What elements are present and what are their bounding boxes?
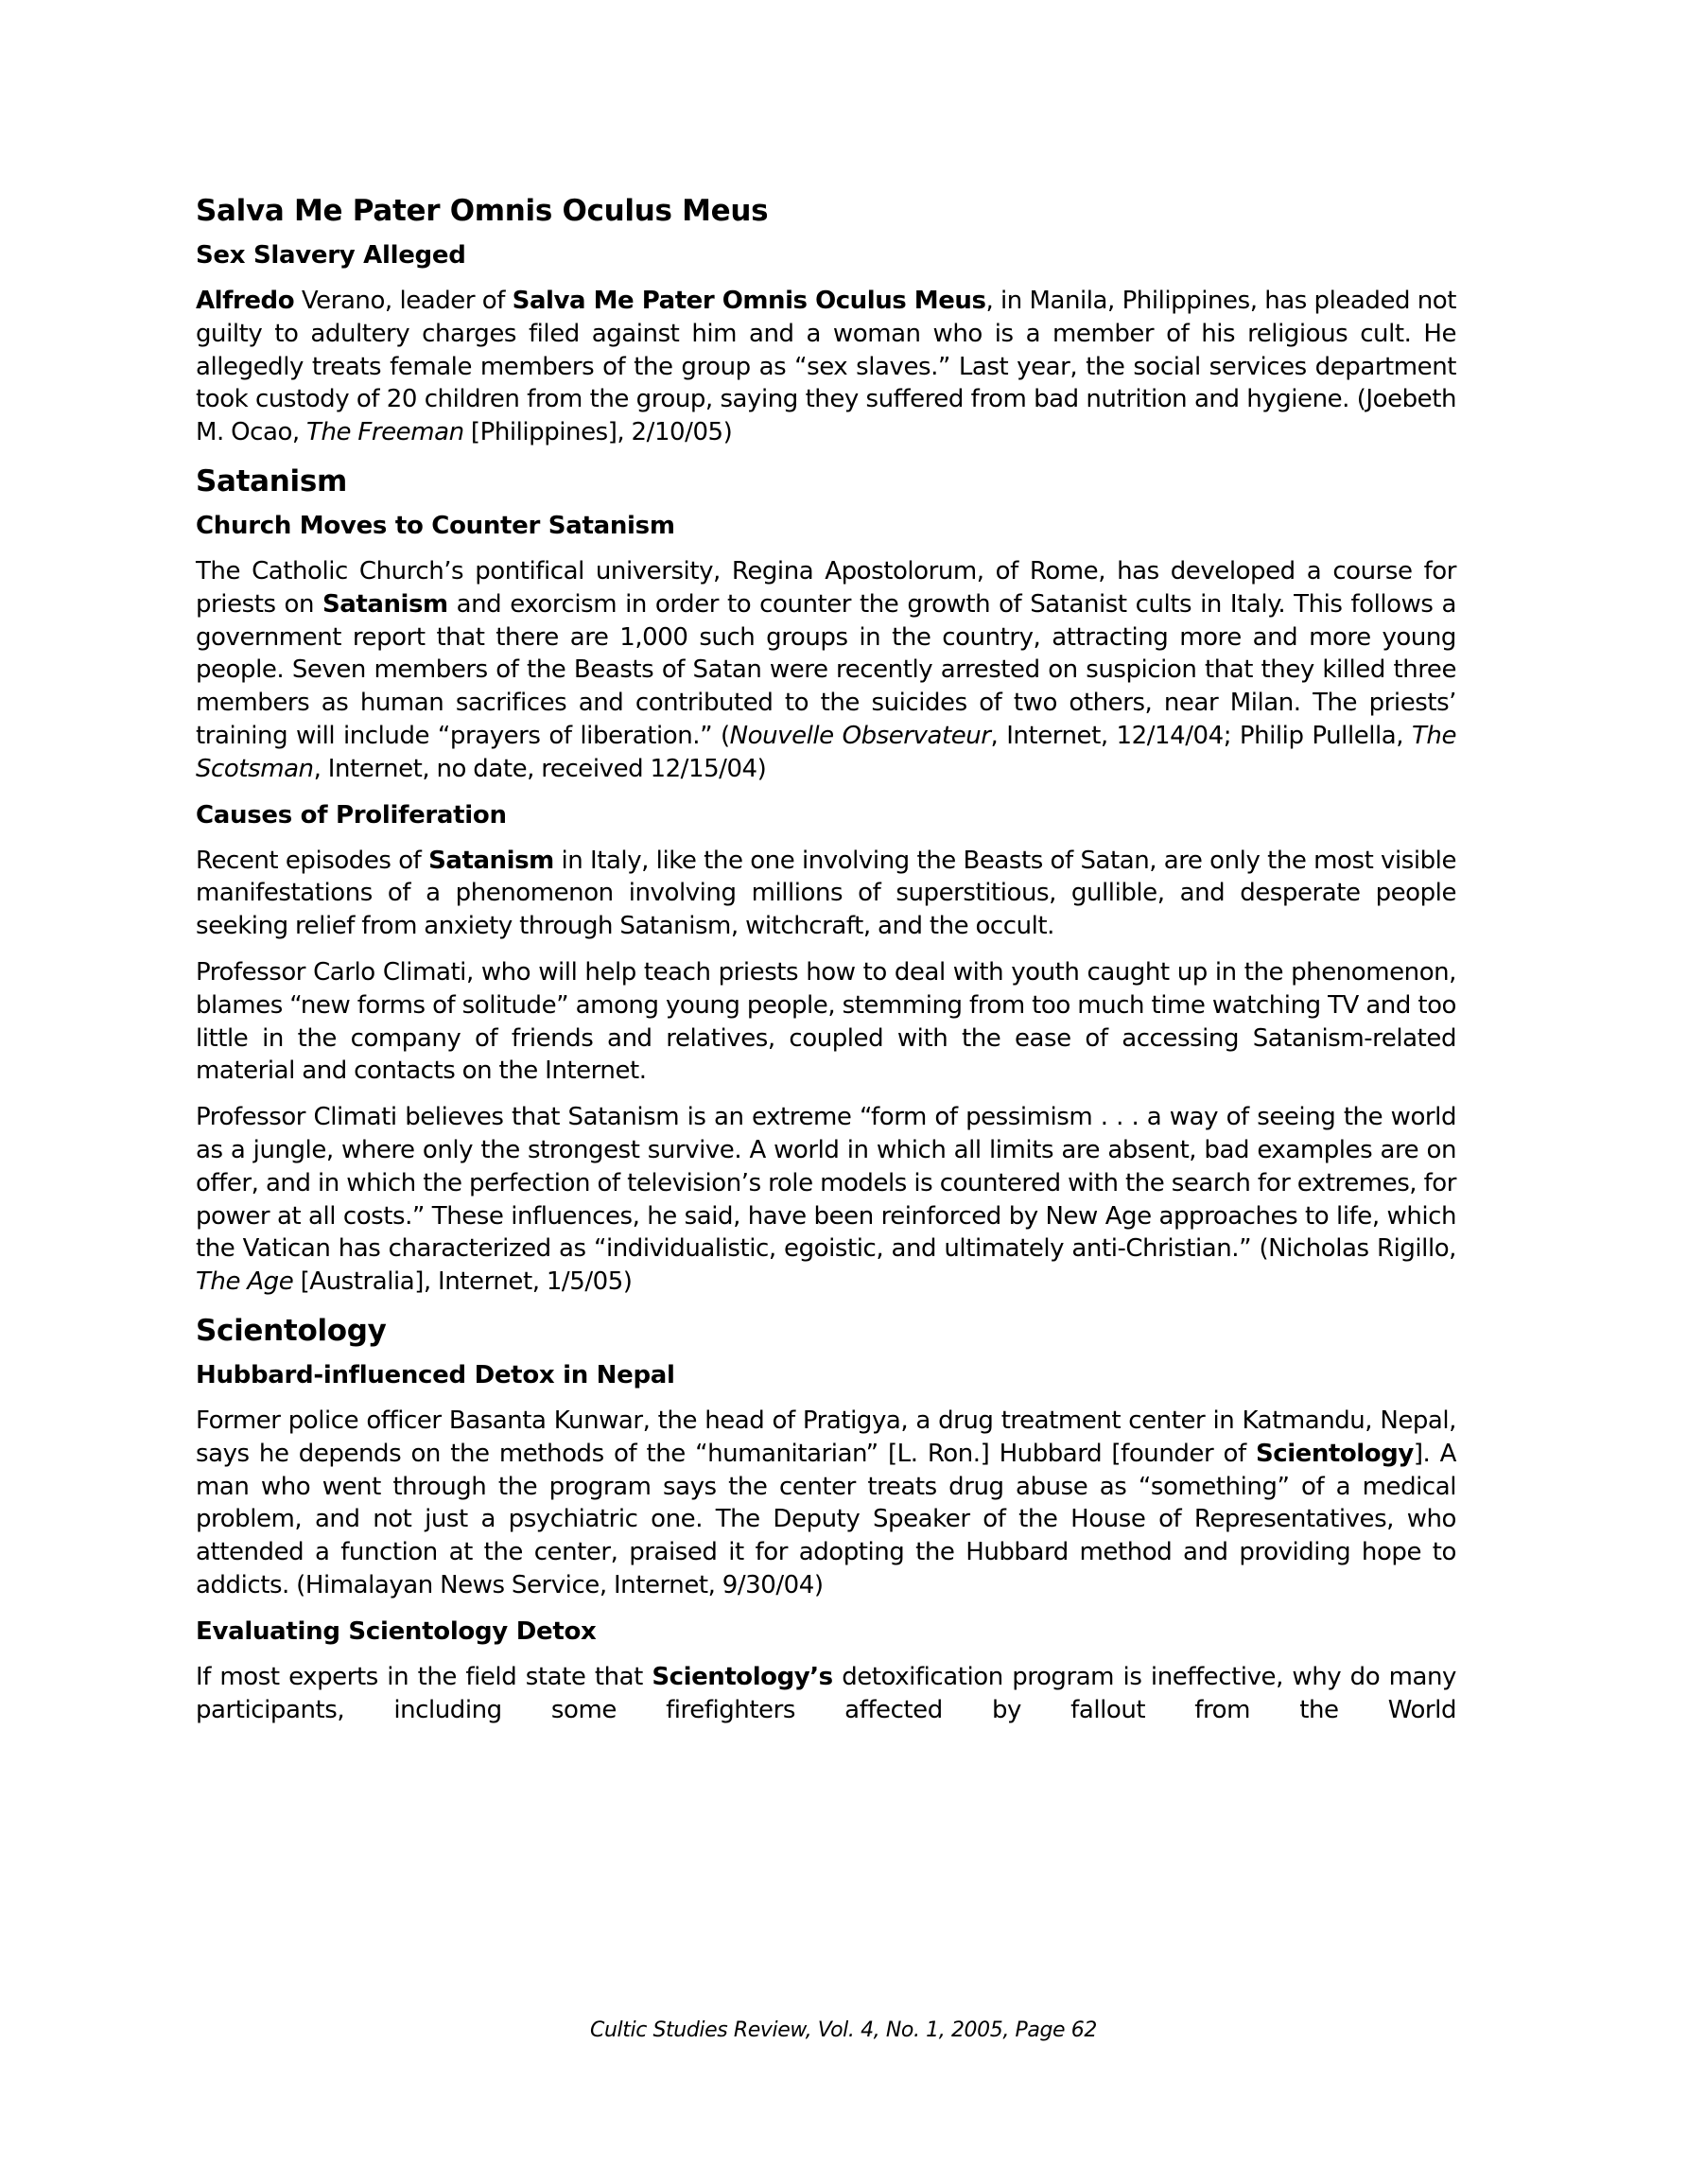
bold-text: Scientology’s xyxy=(652,1662,833,1691)
section-title: Satanism xyxy=(196,463,348,498)
text: , Internet, 12/14/04; Philip Pullella, xyxy=(990,721,1412,750)
text: [Australia], Internet, 1/5/05) xyxy=(293,1267,633,1297)
text: If most experts in the field state that xyxy=(196,1662,652,1691)
text: Professor Carlo Climati, who will help teach priests how to deal with youth caught up in the phenomenon, blames “new forms of solitude” among young people, stemming from too much time watching TV and too little in the company of friends and relatives, coupled with the ease of accessing Satanism-related material and contacts on the Internet. xyxy=(196,957,1456,1086)
text: detoxification program is ineffective, why do many participants, including some firefighters affected by fallout from the World xyxy=(196,1662,1456,1724)
article-heading: Hubbard-influenced Detox in Nepal xyxy=(196,1360,675,1389)
article-paragraph xyxy=(196,285,1456,449)
article-paragraph xyxy=(196,1405,1456,1602)
section-salva-me-pater xyxy=(196,192,1456,449)
publication-name: The Freeman xyxy=(306,418,464,447)
publication-name: The Age xyxy=(196,1267,294,1297)
article-heading: Church Moves to Counter Satanism xyxy=(196,511,675,540)
article-paragraph xyxy=(196,1661,1456,1727)
article-heading: Sex Slavery Alleged xyxy=(196,241,466,270)
article-paragraph xyxy=(196,845,1456,943)
document-page xyxy=(196,192,1456,1739)
publication-name: Nouvelle Observateur xyxy=(729,721,991,750)
bold-text: Alfredo xyxy=(196,287,295,315)
bold-text: Satanism xyxy=(322,589,448,619)
article-heading: Evaluating Scientology Detox xyxy=(196,1616,597,1646)
text: Recent episodes of xyxy=(196,846,429,875)
text: ]. A man who went through the program says the center treats drug abuse as “something” of a medical problem, and not just a psychiatric one. The Deputy Speaker of the House of Representatives, who attended a function at the center, praised it for adopting the Hubbard method and providing hope to addicts. (Himalayan News Service, Internet, 9/30/04) xyxy=(196,1439,1456,1599)
article-paragraph xyxy=(196,1101,1456,1299)
bold-text: Scientology xyxy=(1255,1439,1414,1468)
text: Former police officer Basanta Kunwar, the head of Pratigya, a drug treatment center in Katmandu, Nepal, says he depends on the methods of the “humanitarian” [L. Ron.] Hubbard [founder of xyxy=(196,1406,1456,1468)
text: The Catholic Church’s pontifical university, Regina Apostolorum, of Rome, has developed a course for priests on xyxy=(196,556,1456,619)
bold-text: Satanism xyxy=(428,846,554,875)
page-footer: Cultic Studies Review, Vol. 4, No. 1, 2005, Page 62 xyxy=(590,2018,1097,2042)
section-satanism xyxy=(196,463,1456,1299)
section-title: Scientology xyxy=(196,1313,387,1348)
text: [Philippines], 2/10/05) xyxy=(463,418,733,447)
text: and exorcism in order to counter the growth of Satanist cults in Italy. This follows a government report that there are 1,000 such groups in the country, attracting more and more young people. Seven members of the Beasts of Satan were recently arrested on suspicion that they killed three members as human sacrifices and contributed to the suicides of two others, near Milan. The priests’ training will include “prayers of liberation.” ( xyxy=(196,589,1456,750)
text: , in Manila, Philippines, has pleaded not guilty to adultery charges filed against him and a woman who is a member of his religious cult. He allegedly treats female members of the group as “sex slaves.” Last year, the social services department took custody of 20 children from the group, saying they suffered from bad nutrition and hygiene. (Joebeth M. Ocao, xyxy=(196,287,1456,447)
publication-name: The Scotsman xyxy=(196,721,1456,783)
section-scientology xyxy=(196,1312,1456,1726)
article-heading: Causes of Proliferation xyxy=(196,800,507,830)
text: in Italy, like the one involving the Beasts of Satan, are only the most visible manifestations of a phenomenon involving millions of superstitious, gullible, and desperate people seeking relief from anxiety through Satanism, witchcraft, and the occult. xyxy=(196,846,1456,941)
section-title: Salva Me Pater Omnis Oculus Meus xyxy=(196,194,769,228)
bold-text: Salva Me Pater Omnis Oculus Meus xyxy=(512,287,986,315)
text: Professor Climati believes that Satanism is an extreme “form of pessimism . . . a way of seeing the world as a jungle, where only the strongest survive. A world in which all limits are absent, bad examples are on offer, and in which the perfection of television’s role models is countered with the search for extremes, for power at all costs.” These influences, he said, have been reinforced by New Age approaches to life, which the Vatican has characterized as “individualistic, egoistic, and ultimately anti-Christian.” (Nicholas Rigillo, xyxy=(196,1103,1456,1264)
article-paragraph xyxy=(196,956,1456,1088)
text: , Internet, no date, received 12/15/04) xyxy=(313,754,767,783)
text: Verano, leader of xyxy=(294,287,513,315)
article-paragraph xyxy=(196,555,1456,786)
